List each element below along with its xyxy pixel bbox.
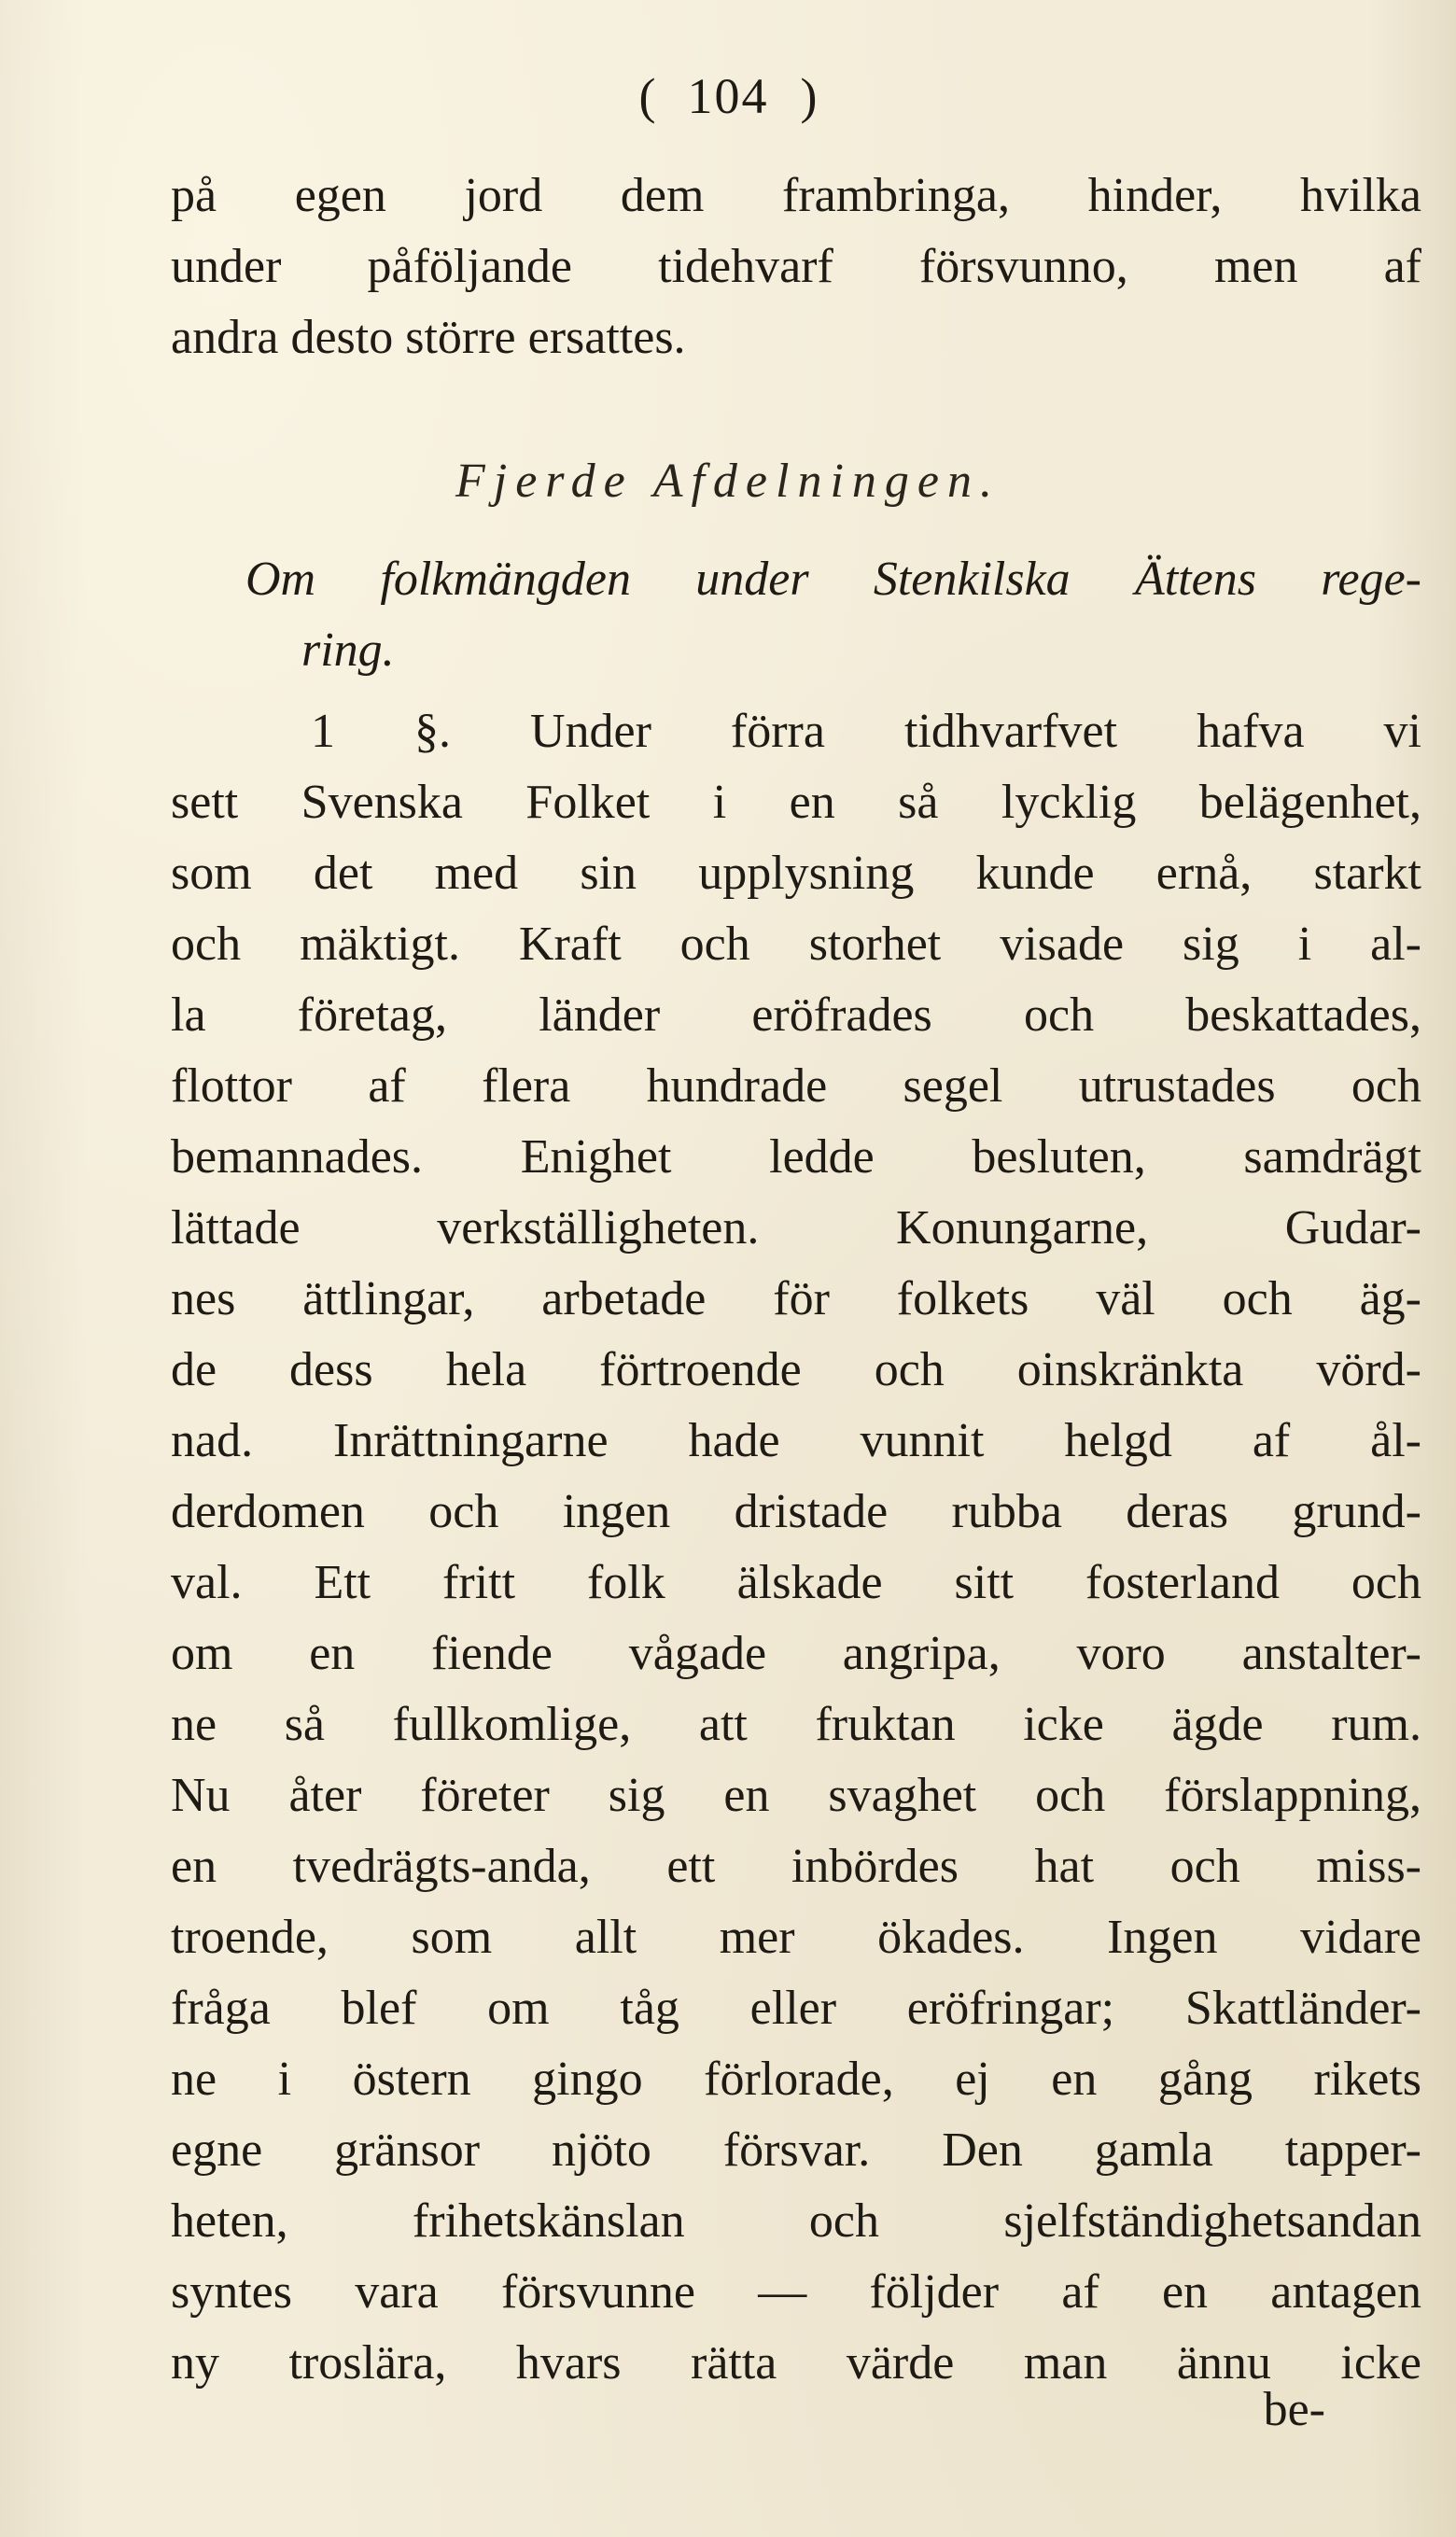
text-line: derdomen och ingen dristade rubba deras grund-: [171, 1485, 1421, 1538]
text-line: sett Svenska Folket i en så lycklig belägenhet,: [171, 776, 1421, 829]
text-line: en tvedrägts-anda, ett inbördes hat och miss-: [171, 1840, 1421, 1893]
text-line: syntes vara försvunne — följder af en antagen: [171, 2265, 1421, 2319]
text-line: heten, frihetskänslan och sjelfständighetsandan: [171, 2194, 1421, 2248]
text-line: under påföljande tidehvarf försvunno, men af: [171, 240, 1421, 293]
text-line: flottor af flera hundrade segel utrustades och: [171, 1059, 1421, 1113]
text-line: egne gränsor njöto försvar. Den gamla tapper-: [171, 2124, 1421, 2177]
section-heading: Fjerde Afdelningen.: [455, 455, 1001, 508]
subheading-line: Om folkmängden under Stenkilska Ättens rege-: [245, 553, 1421, 606]
text-line: la företag, länder eröfrades och beskattades,: [171, 988, 1421, 1042]
text-line: på egen jord dem frambringa, hinder, hvilka: [171, 169, 1421, 222]
text-line: bemannades. Enighet ledde besluten, samdrägt: [171, 1130, 1421, 1184]
continued-paragraph: [171, 161, 1421, 373]
text-line: Nu åter företer sig en svaghet och förslappning,: [171, 1769, 1421, 1822]
chapter-subheading: [245, 544, 1421, 686]
text-line: andra desto större ersattes.: [171, 311, 686, 364]
text-line: val. Ett fritt folk älskade sitt fosterland och: [171, 1556, 1421, 1609]
text-line-section-start: 1 §. Under förra tidhvarfvet hafva vi: [311, 705, 1421, 758]
page-number-value: 104: [687, 68, 769, 124]
text-line: nad. Inrättningarne hade vunnit helgd af ål-: [171, 1414, 1421, 1467]
page-number-close-paren: ): [800, 68, 818, 124]
catchword: be-: [1263, 2383, 1325, 2436]
text-line: ne så fullkomlige, att fruktan icke ägde rum.: [171, 1698, 1421, 1751]
page-number: [0, 67, 1456, 125]
text-line: ny troslära, hvars rätta värde man ännu icke: [171, 2336, 1421, 2390]
text-line: och mäktigt. Kraft och storhet visade sig i al-: [171, 918, 1421, 971]
body-paragraph: [171, 696, 1421, 2399]
text-line: fråga blef om tåg eller eröfringar; Skattländer-: [171, 1982, 1421, 2035]
text-line: troende, som allt mer ökades. Ingen vidare: [171, 1911, 1421, 1964]
text-line: lättade verkställigheten. Konungarne, Gudar-: [171, 1201, 1421, 1254]
page-number-open-paren: (: [638, 68, 656, 124]
text-line: om en fiende vågade angripa, voro anstalter-: [171, 1627, 1421, 1680]
subheading-line: ring.: [301, 624, 395, 677]
text-line: ne i östern gingo förlorade, ej en gång rikets: [171, 2053, 1421, 2106]
text-line: de dess hela förtroende och oinskränkta vörd-: [171, 1343, 1421, 1396]
text-line: nes ättlingar, arbetade för folkets väl och äg-: [171, 1272, 1421, 1325]
text-line: som det med sin upplysning kunde ernå, starkt: [171, 847, 1421, 900]
